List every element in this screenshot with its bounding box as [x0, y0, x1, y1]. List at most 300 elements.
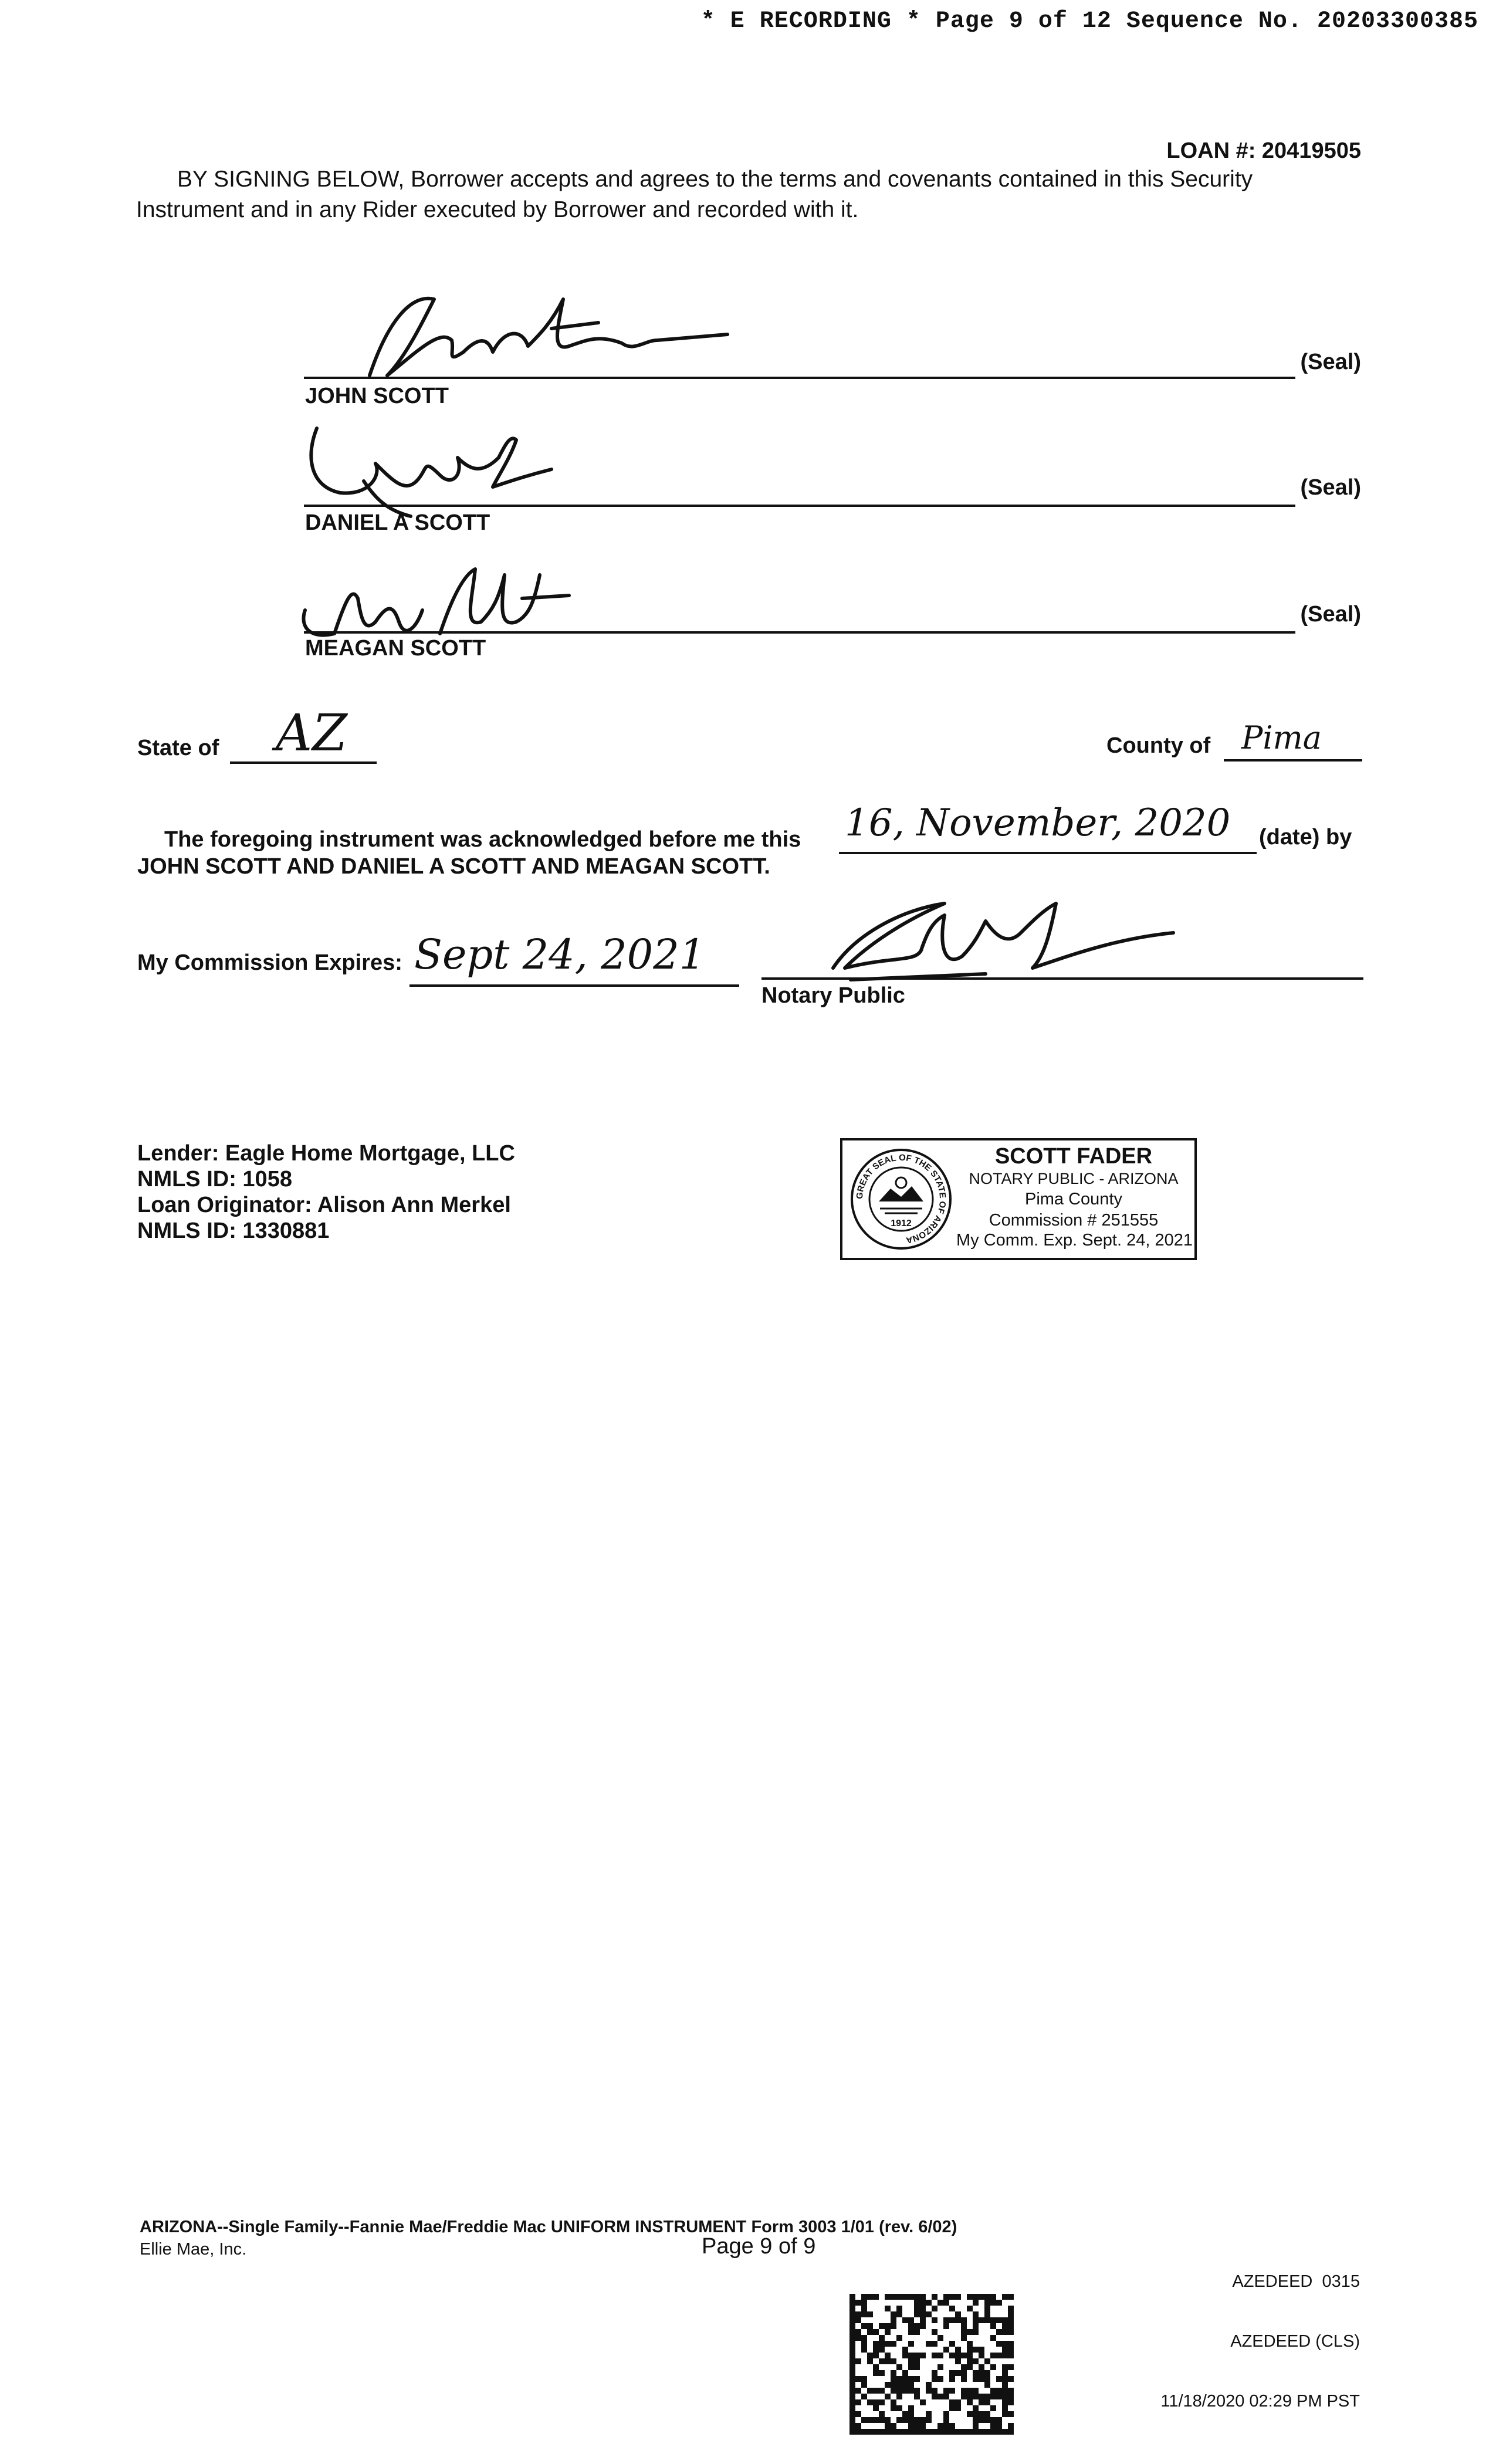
barcode-module: [926, 2417, 932, 2423]
barcode-module: [885, 2294, 891, 2300]
barcode-module: [914, 2429, 920, 2435]
barcode-module: [961, 2335, 967, 2341]
barcode-module: [873, 2370, 879, 2376]
barcode-module: [973, 2411, 979, 2417]
signer-name-daniel-a-scott: DANIEL A SCOTT: [305, 510, 490, 535]
barcode-module: [867, 2311, 873, 2317]
barcode-module: [973, 2294, 979, 2300]
barcode-module: [914, 2294, 920, 2300]
barcode-module: [867, 2294, 873, 2300]
barcode-module: [885, 2358, 891, 2364]
barcode-module: [879, 2335, 885, 2341]
barcode-module: [908, 2329, 914, 2335]
barcode-module: [914, 2306, 920, 2311]
barcode-module: [961, 2353, 967, 2358]
barcode-module: [973, 2370, 979, 2376]
barcode-module: [949, 2317, 955, 2323]
county-field-line: [1224, 759, 1362, 761]
barcode-module: [873, 2347, 879, 2353]
barcode-module: [979, 2364, 984, 2370]
barcode-module: [896, 2382, 902, 2388]
barcode-module: [973, 2347, 979, 2353]
barcode-module: [908, 2376, 914, 2382]
barcode-module: [984, 2370, 990, 2376]
barcode-module: [920, 2399, 926, 2405]
barcode-module: [891, 2429, 896, 2435]
barcode-module: [943, 2423, 949, 2429]
barcode-module: [908, 2358, 914, 2364]
signer-name-john-scott: JOHN SCOTT: [305, 384, 449, 408]
barcode-module: [861, 2347, 867, 2353]
barcode-module: [949, 2388, 955, 2394]
barcode-module: [973, 2417, 979, 2423]
barcode-module: [855, 2376, 861, 2382]
barcode-module: [967, 2388, 973, 2394]
stamp-commission-number: Commission # 251555: [989, 1211, 1159, 1230]
barcode-module: [979, 2399, 984, 2405]
barcode-module: [914, 2376, 920, 2382]
barcode-module: [926, 2341, 932, 2347]
barcode-module: [914, 2358, 920, 2364]
barcode-module: [908, 2429, 914, 2435]
barcode-module: [902, 2411, 908, 2417]
barcode-module: [1002, 2399, 1008, 2405]
barcode-module: [885, 2382, 891, 2388]
barcode-module: [955, 2317, 961, 2323]
barcode-module: [849, 2306, 855, 2311]
barcode-module: [1008, 2306, 1014, 2311]
barcode-module: [914, 2417, 920, 2423]
barcode-module: [855, 2329, 861, 2335]
loan-originator: Loan Originator: Alison Ann Merkel: [137, 1193, 511, 1217]
barcode-module: [855, 2358, 861, 2364]
barcode-module: [967, 2353, 973, 2358]
barcode-module: [949, 2306, 955, 2311]
barcode-module: [967, 2329, 973, 2335]
barcode-module: [861, 2376, 867, 2382]
barcode-module: [949, 2376, 955, 2382]
barcode-module: [908, 2388, 914, 2394]
barcode-module: [861, 2311, 867, 2317]
commission-label: My Commission Expires:: [137, 950, 402, 975]
barcode-module: [879, 2358, 885, 2364]
barcode-module: [849, 2429, 855, 2435]
barcode-module: [1008, 2364, 1014, 2370]
barcode-module: [896, 2311, 902, 2317]
barcode-module: [990, 2353, 996, 2358]
barcode-module: [855, 2399, 861, 2405]
barcode-module: [873, 2399, 879, 2405]
barcode-module: [855, 2311, 861, 2317]
barcode-module: [937, 2376, 943, 2382]
barcode-module: [955, 2370, 961, 2376]
barcode-module: [984, 2394, 990, 2399]
barcode-module: [955, 2405, 961, 2411]
barcode-module: [973, 2311, 979, 2317]
barcode-module: [996, 2341, 1002, 2347]
barcode-module: [879, 2370, 885, 2376]
barcode-module: [914, 2353, 920, 2358]
barcode-module: [849, 2353, 855, 2358]
barcode-module: [879, 2429, 885, 2435]
loan-number: LOAN #: 20419505: [1166, 138, 1361, 163]
barcode-module: [979, 2417, 984, 2423]
barcode-module: [879, 2388, 885, 2394]
barcode-module: [849, 2399, 855, 2405]
barcode-module: [885, 2423, 891, 2429]
barcode-module: [885, 2341, 891, 2347]
barcode-module: [855, 2429, 861, 2435]
barcode-module: [873, 2405, 879, 2411]
barcode-module: [996, 2394, 1002, 2399]
barcode-module: [967, 2364, 973, 2370]
barcode-module: [961, 2329, 967, 2335]
barcode-module: [973, 2376, 979, 2382]
barcode-module: [1002, 2364, 1008, 2370]
recording-header: * E RECORDING * Page 9 of 12 Sequence No. 20203300385: [700, 8, 1478, 35]
barcode-module: [967, 2399, 973, 2405]
barcode-module: [961, 2317, 967, 2323]
barcode-module: [937, 2353, 943, 2358]
signature-line-2: [304, 505, 1295, 507]
footer-form-title: ARIZONA--Single Family--Fannie Mae/Freddie Mac UNIFORM INSTRUMENT Form 3003 1/01 (rev. 6/02): [140, 2218, 957, 2236]
barcode-module: [849, 2364, 855, 2370]
barcode-module: [861, 2294, 867, 2300]
barcode-module: [943, 2294, 949, 2300]
barcode-module: [908, 2294, 914, 2300]
barcode-module: [961, 2394, 967, 2399]
barcode-module: [879, 2323, 885, 2329]
barcode-module: [949, 2429, 955, 2435]
barcode-module: [896, 2335, 902, 2341]
barcode-module: [879, 2341, 885, 2347]
barcode-module: [1002, 2323, 1008, 2329]
barcode-module: [885, 2329, 891, 2335]
barcode-module: [873, 2429, 879, 2435]
acknowledgment-text: The foregoing instrument was acknowledged before me this: [164, 827, 801, 852]
acknowledgment-date-value: 16, November, 2020: [845, 801, 1231, 845]
barcode-module: [902, 2370, 908, 2376]
barcode-module: [979, 2376, 984, 2382]
barcode-module: [861, 2394, 867, 2399]
barcode-module: [937, 2335, 943, 2341]
barcode-module: [973, 2405, 979, 2411]
barcode-module: [932, 2341, 937, 2347]
barcode-module: [973, 2300, 979, 2306]
barcode-module: [990, 2294, 996, 2300]
barcode-module: [973, 2329, 979, 2335]
barcode-module: [984, 2429, 990, 2435]
barcode-module: [943, 2317, 949, 2323]
footer-codes: [1160, 2232, 1360, 2431]
barcode-module: [879, 2411, 885, 2417]
barcode-module: [891, 2382, 896, 2388]
barcode-module: [979, 2353, 984, 2358]
barcode-module: [979, 2347, 984, 2353]
barcode-module: [984, 2399, 990, 2405]
barcode-module: [996, 2388, 1002, 2394]
barcode-module: [861, 2417, 867, 2423]
barcode-module: [943, 2347, 949, 2353]
barcode-module: [1002, 2347, 1008, 2353]
barcode-module: [990, 2388, 996, 2394]
barcode-module: [885, 2394, 891, 2399]
barcode-module: [908, 2382, 914, 2388]
barcode-module: [932, 2429, 937, 2435]
barcode-module: [973, 2394, 979, 2399]
barcode-module: [849, 2341, 855, 2347]
acknowledgment-date-line: [839, 852, 1257, 854]
barcode-module: [1008, 2429, 1014, 2435]
barcode-module: [861, 2323, 867, 2329]
barcode-module: [973, 2429, 979, 2435]
barcode-module: [926, 2411, 932, 2417]
barcode-module: [1002, 2329, 1008, 2335]
barcode-module: [1008, 2353, 1014, 2358]
barcode-module: [1008, 2394, 1014, 2399]
barcode-module: [932, 2329, 937, 2335]
barcode-module: [984, 2311, 990, 2317]
lender-nmls-id: NMLS ID: 1058: [137, 1167, 292, 1192]
barcode-module: [908, 2405, 914, 2411]
barcode-module: [979, 2370, 984, 2376]
seal-year: 1912: [891, 1219, 912, 1228]
footer-timestamp: 11/18/2020 02:29 PM PST: [1160, 2392, 1360, 2411]
barcode-module: [849, 2394, 855, 2399]
stamp-county: Pima County: [1024, 1190, 1122, 1209]
barcode-module: [896, 2294, 902, 2300]
barcode-module: [943, 2388, 949, 2394]
barcode-module: [932, 2388, 937, 2394]
barcode-module: [979, 2394, 984, 2399]
notary-stamp: [840, 1138, 1197, 1260]
barcode-module: [1008, 2311, 1014, 2317]
barcode-module: [908, 2417, 914, 2423]
barcode-module: [984, 2411, 990, 2417]
barcode-module: [1002, 2388, 1008, 2394]
barcode-module: [896, 2429, 902, 2435]
barcode-module: [990, 2417, 996, 2423]
barcode-module: [996, 2423, 1002, 2429]
barcode-module: [984, 2376, 990, 2382]
acknowledgment-date-suffix: (date) by: [1259, 825, 1352, 849]
barcode-module: [973, 2388, 979, 2394]
acknowledgment-names: JOHN SCOTT AND DANIEL A SCOTT AND MEAGAN SCOTT.: [137, 854, 770, 879]
barcode-module: [961, 2429, 967, 2435]
barcode-module: [967, 2358, 973, 2364]
state-value: AZ: [276, 704, 347, 763]
john-scott-signature: [352, 287, 727, 387]
barcode-module: [867, 2358, 873, 2364]
barcode-module: [1008, 2388, 1014, 2394]
barcode-module: [867, 2399, 873, 2405]
barcode-module: [955, 2294, 961, 2300]
barcode-module: [943, 2417, 949, 2423]
barcode-module: [867, 2323, 873, 2329]
barcode-module: [885, 2353, 891, 2358]
barcode-module: [1008, 2341, 1014, 2347]
barcode-module: [914, 2311, 920, 2317]
notary-signature: [810, 898, 1185, 997]
barcode-module: [926, 2388, 932, 2394]
barcode-module: [967, 2341, 973, 2347]
barcode-module: [855, 2411, 861, 2417]
barcode-module: [967, 2394, 973, 2399]
barcode-module: [849, 2323, 855, 2329]
barcode-module: [920, 2417, 926, 2423]
barcode-module: [979, 2317, 984, 2323]
stamp-notary-name: SCOTT FADER: [994, 1144, 1153, 1169]
barcode-module: [979, 2429, 984, 2435]
barcode-module: [984, 2294, 990, 2300]
barcode-module: [990, 2317, 996, 2323]
barcode-module: [984, 2382, 990, 2388]
barcode-module: [873, 2329, 879, 2335]
barcode-module: [1008, 2411, 1014, 2417]
barcode-module: [885, 2306, 891, 2311]
barcode-module: [932, 2317, 937, 2323]
barcode-module: [855, 2317, 861, 2323]
barcode-module: [879, 2347, 885, 2353]
county-value: Pima: [1241, 719, 1322, 756]
barcode-module: [1008, 2423, 1014, 2429]
barcode-module: [908, 2423, 914, 2429]
notary-signature-line: [761, 977, 1363, 980]
barcode-module: [914, 2423, 920, 2429]
barcode-module: [979, 2411, 984, 2417]
barcode-module: [990, 2300, 996, 2306]
barcode-module: [879, 2417, 885, 2423]
barcode-module: [855, 2335, 861, 2341]
barcode-module: [996, 2300, 1002, 2306]
stamp-expiration: My Comm. Exp. Sept. 24, 2021: [956, 1231, 1193, 1250]
barcode-module: [849, 2411, 855, 2417]
barcode-module: [967, 2294, 973, 2300]
stamp-notary-title: NOTARY PUBLIC - ARIZONA: [969, 1170, 1179, 1187]
barcode-module: [949, 2341, 955, 2347]
barcode-module: [873, 2364, 879, 2370]
barcode-module: [849, 2317, 855, 2323]
barcode-module: [955, 2353, 961, 2358]
barcode-module: [990, 2394, 996, 2399]
barcode-module: [908, 2341, 914, 2347]
barcode-module: [902, 2353, 908, 2358]
barcode-module: [949, 2353, 955, 2358]
intro-paragraph: [136, 164, 1360, 225]
barcode-module: [908, 2353, 914, 2358]
barcode-module: [920, 2323, 926, 2329]
barcode-module: [896, 2405, 902, 2411]
barcode-module: [920, 2311, 926, 2317]
barcode-module: [902, 2417, 908, 2423]
barcode-module: [973, 2317, 979, 2323]
barcode-module: [849, 2311, 855, 2317]
barcode-module: [1002, 2376, 1008, 2382]
barcode-module: [849, 2417, 855, 2423]
barcode-module: [849, 2329, 855, 2335]
barcode-module: [926, 2311, 932, 2317]
barcode-module: [990, 2335, 996, 2341]
barcode-module: [908, 2323, 914, 2329]
barcode-module: [873, 2417, 879, 2423]
barcode-module: [1002, 2429, 1008, 2435]
barcode-module: [937, 2394, 943, 2399]
barcode-module: [1002, 2382, 1008, 2388]
barcode-module: [926, 2300, 932, 2306]
barcode-module: [984, 2358, 990, 2364]
barcode-module: [973, 2423, 979, 2429]
notary-public-label: Notary Public: [761, 983, 905, 1008]
barcode-module: [1002, 2353, 1008, 2358]
barcode-module: [949, 2399, 955, 2405]
barcode-module: [849, 2335, 855, 2341]
barcode-module: [849, 2376, 855, 2382]
barcode-module: [1008, 2323, 1014, 2329]
barcode-module: [1002, 2405, 1008, 2411]
barcode-module: [937, 2300, 943, 2306]
barcode-module: [920, 2353, 926, 2358]
barcode-module: [861, 2382, 867, 2388]
barcode-module: [849, 2382, 855, 2388]
barcode-module: [891, 2370, 896, 2376]
barcode-module: [1002, 2370, 1008, 2376]
seal-label-3: (Seal): [1300, 602, 1361, 627]
originator-nmls-id: NMLS ID: 1330881: [137, 1219, 330, 1243]
barcode-module: [973, 2358, 979, 2364]
barcode-module: [873, 2341, 879, 2347]
barcode-module: [996, 2353, 1002, 2358]
barcode-module: [990, 2405, 996, 2411]
barcode-module: [891, 2388, 896, 2394]
barcode-module: [891, 2311, 896, 2317]
barcode-module: [861, 2341, 867, 2347]
footer-code-2: AZEDEED (CLS): [1230, 2332, 1360, 2351]
barcode-module: [902, 2376, 908, 2382]
barcode-module: [914, 2300, 920, 2306]
barcode-module: [896, 2376, 902, 2382]
footer-page-number: Page 9 of 9: [702, 2234, 816, 2259]
barcode-module: [891, 2323, 896, 2329]
barcode-module: [902, 2429, 908, 2435]
barcode-module: [967, 2429, 973, 2435]
barcode-module: [1002, 2294, 1008, 2300]
barcode-module: [943, 2394, 949, 2399]
barcode-module: [1002, 2341, 1008, 2347]
barcode-module: [1002, 2394, 1008, 2399]
barcode-module: [896, 2364, 902, 2370]
barcode-module: [943, 2411, 949, 2417]
barcode-module: [1002, 2317, 1008, 2323]
barcode-module: [849, 2358, 855, 2364]
barcode-module: [867, 2429, 873, 2435]
barcode-module: [885, 2429, 891, 2435]
barcode-module: [984, 2317, 990, 2323]
daniel-scott-signature: [305, 422, 563, 522]
barcode-module: [849, 2423, 855, 2429]
barcode-module: [902, 2294, 908, 2300]
arizona-seal-icon: [849, 1148, 953, 1251]
barcode-module: [902, 2388, 908, 2394]
barcode-module: [902, 2382, 908, 2388]
barcode-module: [932, 2376, 937, 2382]
barcode-module: [961, 2376, 967, 2382]
barcode-module: [855, 2300, 861, 2306]
barcode-module: [861, 2300, 867, 2306]
lender-name: Lender: Eagle Home Mortgage, LLC: [137, 1141, 515, 1166]
barcode-module: [914, 2388, 920, 2394]
barcode-module: [902, 2347, 908, 2353]
barcode-module: [1002, 2411, 1008, 2417]
